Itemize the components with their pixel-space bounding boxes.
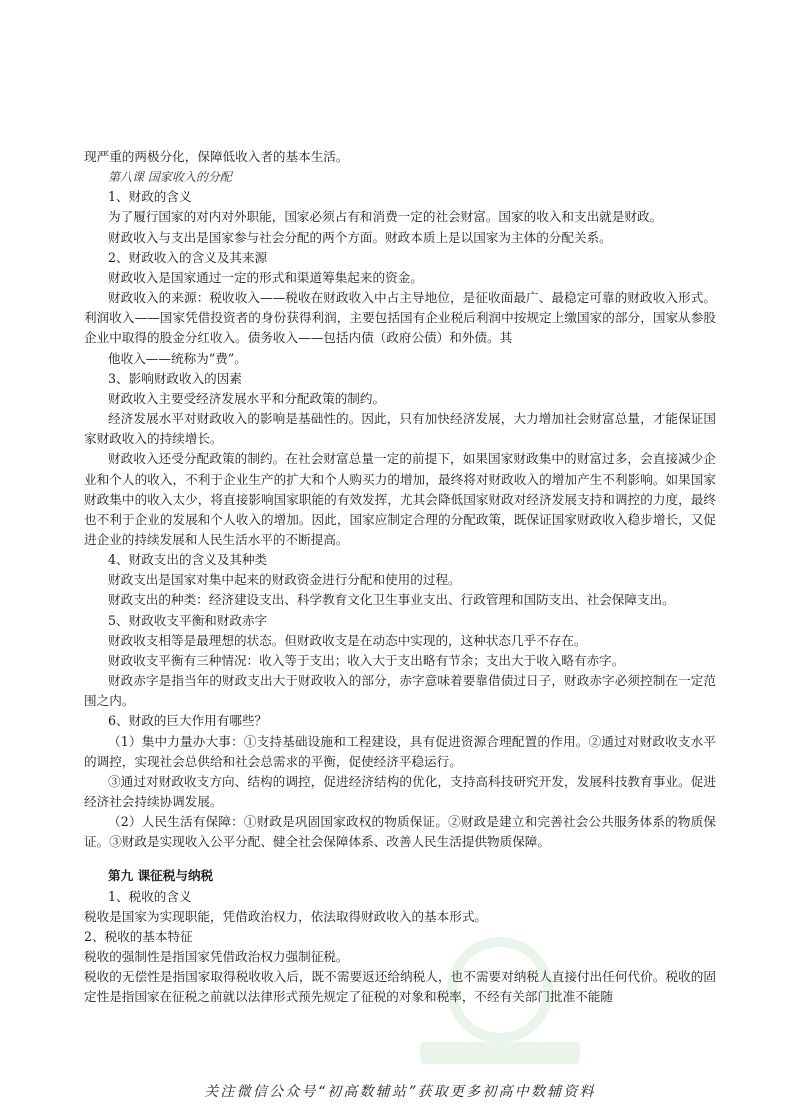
text-paragraph: 财政收入的来源：税收收入——税收在财政收入中占主导地位，是征收面最广、最稳定可靠的财政收入形式。利润收入——国家凭借投资者的身份获得利润，主要包括国有企业税后利润中按规定上缴国家的部分，国家从参股企业中取得的股金分红收入。债务收入——包括内债（政府公债）和外债。其 (84, 290, 716, 346)
text-paragraph: 税收是国家为实现职能，凭借政治权力，依法取得财政收入的基本形式。 (84, 908, 487, 924)
spacer (84, 852, 716, 866)
text-paragraph: 为了履行国家的对内对外职能，国家必须占有和消费一定的社会财富。国家的收入和支出就是财政。 (108, 209, 663, 225)
text-paragraph: 第八课 国家收入的分配 (108, 170, 232, 185)
text-paragraph: （2）人民生活有保障：①财政是巩固国家政权的物质保证。②财政是建立和完善社会公共服务体系的物质保证。③财政是实现收入公平分配、健全社会保障体系、改善人民生活提供物质保障。 (84, 814, 716, 850)
text-paragraph: 现严重的两极分化，保障低收入者的基本生活。 (84, 149, 349, 164)
text-paragraph: 3、影响财政收入的因素 (108, 370, 242, 386)
text-paragraph: 财政赤字是指当年的财政支出大于财政收入的部分，赤字意味着要靠借债过日子，财政赤字必须控制在一定范围之内。 (84, 673, 716, 709)
text-paragraph: 财政收入与支出是国家参与社会分配的两个方面。财政本质上是以国家为主体的分配关系。 (108, 229, 612, 245)
text-paragraph: 第九 课征税与纳税 (108, 868, 214, 884)
text-paragraph: 他收入——统称为“费”。 (108, 350, 247, 366)
text-paragraph: 财政收入还受分配政策的制约。在社会财富总量一定的前提下，如果国家财政集中的财富过多，会直接减少企业和个人的收入，不利于企业生产的扩大和个人购买力的增加，最终将对财政收入的增加产生不利影响。如果国家财政集中的收入太少，将直接影响国家职能的有效发挥，尤其会降低国家财政对经济发展支持和调控的力度，最终也不利于企业的发展和个人收入的增加。因此，国家应制定合理的分配政策，既保证国家财政收入稳步增长，又促进企业的持续发展和人民生活水平的不断提高。 (84, 451, 716, 547)
text-paragraph: 4、财政支出的含义及其种类 (108, 552, 268, 568)
text-paragraph: 财政收支平衡有三种情况：收入等于支出；收入大于支出略有节余；支出大于收入略有赤字。 (108, 652, 625, 668)
text-paragraph: 1、财政的含义 (108, 189, 192, 205)
text-paragraph: 5、财政收支平衡和财政赤字 (108, 612, 268, 628)
text-paragraph: 1、税收的含义 (108, 888, 192, 904)
text-paragraph: 财政收入主要受经济发展水平和分配政策的制约。 (108, 390, 386, 406)
footer-note: 关注微信公众号“初高数辅站”获取更多初高中数辅资料 (204, 1084, 596, 1100)
text-paragraph: ③通过对财政收支方向、结构的调控，促进经济结构的优化，支持高科技研究开发，发展科技教育事业。促进经济社会持续协调发展。 (84, 773, 716, 809)
body-text (84, 147, 716, 1008)
text-paragraph: 经济发展水平对财政收入的影响是基础性的。因此，只有加快经济发展，大力增加社会财富总量，才能保证国家财政收入的持续增长。 (84, 411, 716, 447)
text-paragraph: 财政支出是国家对集中起来的财政资金进行分配和使用的过程。 (108, 572, 461, 588)
text-paragraph: 财政支出的种类：经济建设支出、科学教育文化卫生事业支出、行政管理和国防支出、社会保障支出。 (108, 592, 675, 608)
text-paragraph: 税收的强制性是指国家凭借政治权力强制征税。 (84, 949, 349, 965)
text-paragraph: 2、税收的基本特征 (84, 928, 193, 944)
text-paragraph: （1）集中力量办大事：①支持基础设施和工程建设，具有促进资源合理配置的作用。②通过对财政收支水平的调控，实现社会总供给和社会总需求的平衡，促使经济平稳运行。 (84, 733, 716, 769)
text-paragraph: 2、财政收入的含义及其来源 (108, 249, 268, 265)
text-paragraph: 6、财政的巨大作用有哪些？ (108, 713, 268, 729)
text-paragraph: 财政收支相等是最理想的状态。但财政收支是在动态中实现的，这种状态几乎不存在。 (108, 632, 587, 648)
text-paragraph: 税收的无偿性是指国家取得税收收入后，既不需要返还给纳税人，也不需要对纳税人直接付出任何代价。税收的固定性是指国家在征税之前就以法律形式预先规定了征税的对象和税率，不经有关部门批准不能随 (84, 969, 716, 1005)
text-paragraph: 财政收入是国家通过一定的形式和渠道筹集起来的资金。 (108, 269, 423, 285)
